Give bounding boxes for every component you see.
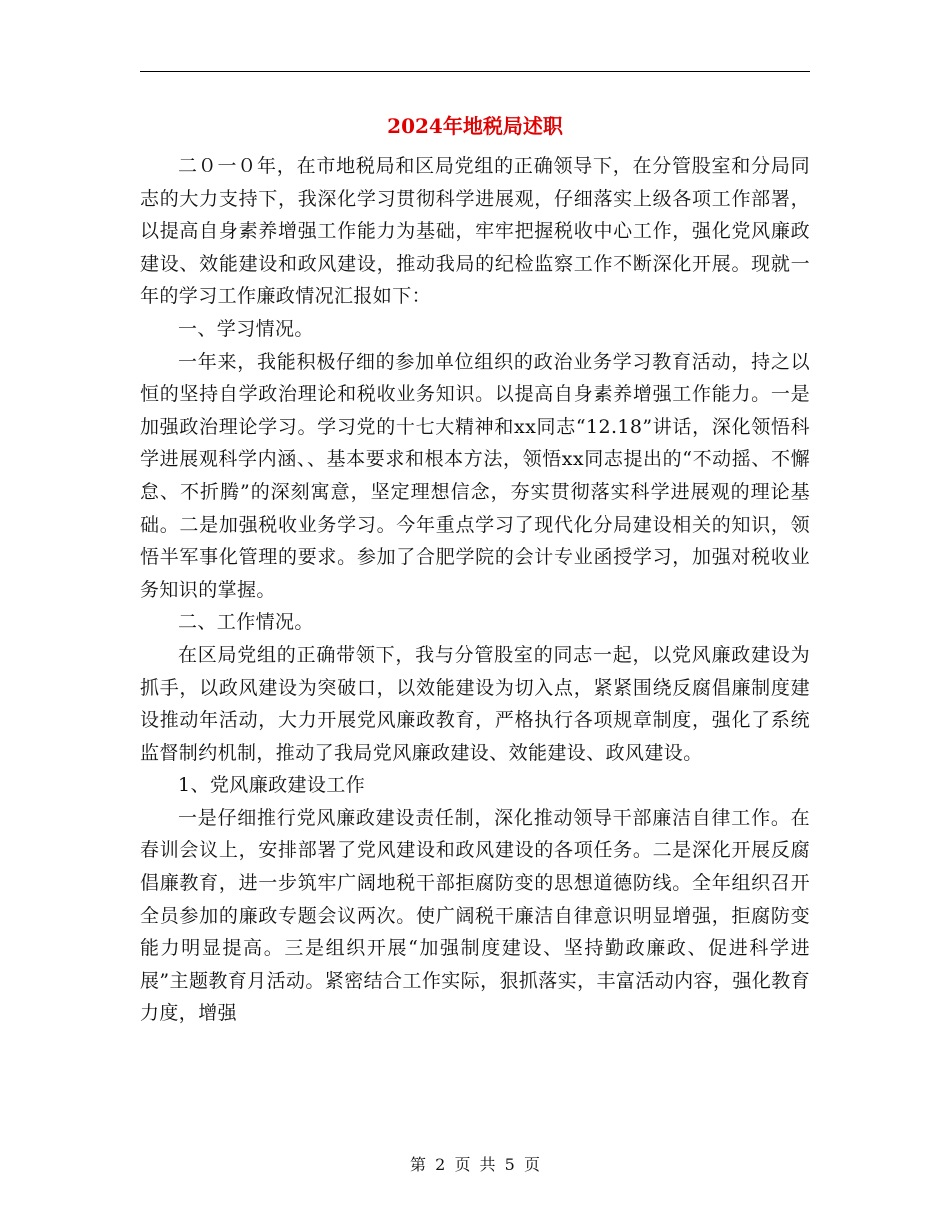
document-title: 2024年地税局述职	[387, 114, 563, 138]
footer-total-unit: 页	[523, 1155, 540, 1174]
paragraph-intro: 二０一０年，在市地税局和区局党组的正确领导下，在分管股室和分局同志的大力支持下，我深化学习贯彻科学进展观，仔细落实上级各项工作部署，以提高自身素养增强工作能力为基础，牢牢把握税收中心工作，强化党风廉政建设、效能建设和政风建设，推动我局的纪检监察工作不断深化开展。现就一年的学习工作廉政情况汇报如下：	[140, 155, 810, 308]
paragraph-integrity: 一是仔细推行党风廉政建设责任制，深化推动领导干部廉洁自律工作。在春训会议上，安排部署了党风建设和政风建设的各项任务。二是深化开展反腐倡廉教育，进一步筑牢广阔地税干部拒腐防变的思想道德防线。全年组织召开全员参加的廉政专题会议两次。使广阔税干廉洁自律意识明显增强，拒腐防变能力明显提高。三是组织开展“加强制度建设、坚持勤政廉政、促进科学进展”主题教育月活动。紧密结合工作实际，狠抓落实，丰富活动内容，强化教育力度，增强	[140, 806, 810, 1025]
footer-page-number: 2	[435, 1155, 446, 1174]
section-heading-study: 一、学习情况。	[178, 317, 314, 340]
section-heading-work: 二、工作情况。	[178, 611, 314, 634]
header-rule	[140, 71, 810, 72]
paragraph-work: 在区局党组的正确带领下，我与分管股室的同志一起，以党风廉政建设为抓手，以政风建设为突破口，以效能建设为切入点，紧紧围绕反腐倡廉制度建设推动年活动，大力开展党风廉政教育，严格执行各项规章制度，强化了系统监督制约机制，推动了我局党风廉政建设、效能建设、政风建设。	[140, 643, 810, 764]
paragraph-study: 一年来，我能积极仔细的参加单位组织的政治业务学习教育活动，持之以恒的坚持自学政治理论和税收业务知识。以提高自身素养增强工作能力。一是加强政治理论学习。学习党的十七大精神和xx同志“12.18”讲话，深化领悟科学进展观科学内涵、、基本要求和根本方法，领悟xx同志提出的“不动摇、不懈怠、不折腾”的深刻寓意，坚定理想信念，夯实贯彻落实科学进展观的理论基础。二是加强税收业务学习。今年重点学习了现代化分局建设相关的知识，领悟半军事化管理的要求。参加了合肥学院的会计专业函授学习，加强对税收业务知识的掌握。	[140, 350, 810, 601]
subsection-heading-integrity: 1、党风廉政建设工作	[178, 774, 366, 797]
footer-total-pages: 5	[504, 1155, 515, 1174]
document-body	[140, 150, 810, 1030]
footer-total-prefix: 共	[479, 1155, 496, 1174]
page-footer	[140, 1153, 810, 1177]
footer-page-unit: 页	[454, 1155, 471, 1174]
footer-prefix: 第	[410, 1155, 427, 1174]
